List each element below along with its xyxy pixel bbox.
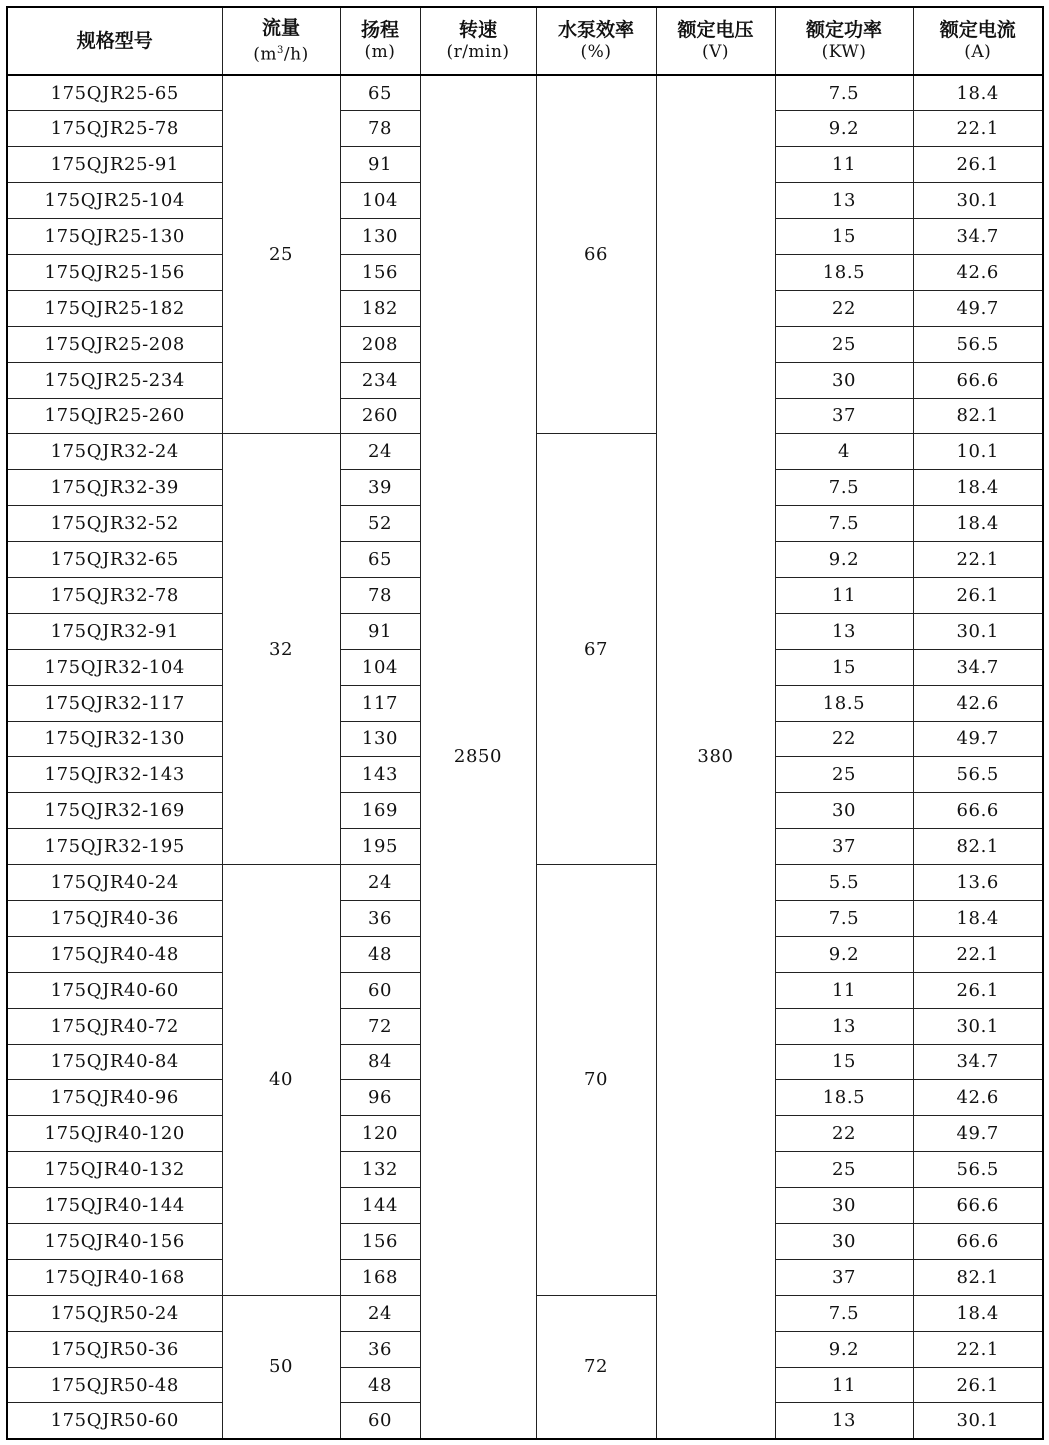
power-cell: 22 <box>775 290 913 326</box>
header-power <box>775 7 913 75</box>
head-cell: 84 <box>340 1044 420 1080</box>
header-model: 规格型号 <box>7 7 222 75</box>
current-cell: 18.4 <box>913 470 1043 506</box>
current-cell: 30.1 <box>913 1403 1043 1439</box>
model-cell: 175QJR25-156 <box>7 254 222 290</box>
head-cell: 24 <box>340 1295 420 1331</box>
current-cell: 18.4 <box>913 900 1043 936</box>
header-speed-label: 转速 <box>458 19 497 41</box>
model-cell: 175QJR50-24 <box>7 1295 222 1331</box>
power-cell: 25 <box>775 1152 913 1188</box>
head-cell: 132 <box>340 1152 420 1188</box>
header-speed <box>420 7 536 75</box>
head-cell: 117 <box>340 685 420 721</box>
power-cell: 15 <box>775 219 913 255</box>
head-cell: 72 <box>340 1008 420 1044</box>
current-cell: 34.7 <box>913 649 1043 685</box>
header-current-unit: (A) <box>964 42 992 62</box>
model-cell: 175QJR40-132 <box>7 1152 222 1188</box>
header-efficiency-unit: (%) <box>580 42 612 62</box>
power-cell: 9.2 <box>775 111 913 147</box>
power-cell: 37 <box>775 829 913 865</box>
header-voltage-label: 额定电压 <box>677 19 754 41</box>
power-cell: 7.5 <box>775 506 913 542</box>
current-cell: 26.1 <box>913 972 1043 1008</box>
head-cell: 48 <box>340 1367 420 1403</box>
current-cell: 49.7 <box>913 721 1043 757</box>
current-cell: 66.6 <box>913 362 1043 398</box>
model-cell: 175QJR40-60 <box>7 972 222 1008</box>
head-cell: 156 <box>340 1224 420 1260</box>
head-cell: 24 <box>340 434 420 470</box>
power-cell: 22 <box>775 721 913 757</box>
model-cell: 175QJR25-65 <box>7 75 222 111</box>
flow-cell: 32 <box>222 434 340 865</box>
power-cell: 7.5 <box>775 900 913 936</box>
header-flow-label: 流量 <box>261 16 300 39</box>
power-cell: 37 <box>775 1259 913 1295</box>
flow-cell: 50 <box>222 1295 340 1439</box>
current-cell: 82.1 <box>913 1259 1043 1295</box>
model-cell: 175QJR40-72 <box>7 1008 222 1044</box>
head-cell: 24 <box>340 865 420 901</box>
power-cell: 9.2 <box>775 1331 913 1367</box>
power-cell: 11 <box>775 147 913 183</box>
efficiency-cell: 67 <box>536 434 656 865</box>
current-cell: 18.4 <box>913 506 1043 542</box>
head-cell: 168 <box>340 1259 420 1295</box>
header-power-label: 额定功率 <box>805 19 882 41</box>
current-cell: 18.4 <box>913 1295 1043 1331</box>
header-head-unit: (m) <box>364 42 396 62</box>
model-cell: 175QJR25-104 <box>7 183 222 219</box>
header-flow-unit: $(m^3/h)$ <box>253 44 309 65</box>
model-cell: 175QJR32-24 <box>7 434 222 470</box>
model-cell: 175QJR25-130 <box>7 219 222 255</box>
head-cell: 36 <box>340 1331 420 1367</box>
model-cell: 175QJR25-182 <box>7 290 222 326</box>
current-cell: 18.4 <box>913 75 1043 111</box>
power-cell: 11 <box>775 1367 913 1403</box>
model-cell: 175QJR32-169 <box>7 793 222 829</box>
model-cell: 175QJR25-260 <box>7 398 222 434</box>
current-cell: 56.5 <box>913 757 1043 793</box>
power-cell: 18.5 <box>775 685 913 721</box>
model-cell: 175QJR25-208 <box>7 326 222 362</box>
model-cell: 175QJR32-78 <box>7 577 222 613</box>
model-cell: 175QJR25-78 <box>7 111 222 147</box>
head-cell: 91 <box>340 147 420 183</box>
current-cell: 56.5 <box>913 1152 1043 1188</box>
header-current <box>913 7 1043 75</box>
header-flow <box>222 7 340 75</box>
current-cell: 22.1 <box>913 936 1043 972</box>
header-head-label: 扬程 <box>360 19 399 41</box>
head-cell: 78 <box>340 111 420 147</box>
model-cell: 175QJR40-24 <box>7 865 222 901</box>
head-cell: 143 <box>340 757 420 793</box>
current-cell: 30.1 <box>913 183 1043 219</box>
header-row <box>7 7 1043 75</box>
power-cell: 7.5 <box>775 75 913 111</box>
head-cell: 96 <box>340 1080 420 1116</box>
model-cell: 175QJR40-84 <box>7 1044 222 1080</box>
current-cell: 13.6 <box>913 865 1043 901</box>
power-cell: 11 <box>775 577 913 613</box>
head-cell: 39 <box>340 470 420 506</box>
power-cell: 11 <box>775 972 913 1008</box>
head-cell: 78 <box>340 577 420 613</box>
power-cell: 13 <box>775 1008 913 1044</box>
header-efficiency-label: 水泵效率 <box>557 19 634 41</box>
header-voltage <box>656 7 775 75</box>
head-cell: 120 <box>340 1116 420 1152</box>
model-cell: 175QJR32-91 <box>7 613 222 649</box>
head-cell: 104 <box>340 649 420 685</box>
head-cell: 65 <box>340 542 420 578</box>
model-cell: 175QJR40-120 <box>7 1116 222 1152</box>
power-cell: 4 <box>775 434 913 470</box>
power-cell: 37 <box>775 398 913 434</box>
current-cell: 82.1 <box>913 829 1043 865</box>
efficiency-cell: 66 <box>536 75 656 434</box>
model-cell: 175QJR25-91 <box>7 147 222 183</box>
head-cell: 130 <box>340 721 420 757</box>
power-cell: 13 <box>775 1403 913 1439</box>
current-cell: 30.1 <box>913 613 1043 649</box>
head-cell: 260 <box>340 398 420 434</box>
current-cell: 56.5 <box>913 326 1043 362</box>
model-cell: 175QJR40-36 <box>7 900 222 936</box>
power-cell: 30 <box>775 1188 913 1224</box>
current-cell: 22.1 <box>913 111 1043 147</box>
power-cell: 30 <box>775 362 913 398</box>
model-cell: 175QJR32-130 <box>7 721 222 757</box>
model-cell: 175QJR32-39 <box>7 470 222 506</box>
current-cell: 34.7 <box>913 1044 1043 1080</box>
current-cell: 66.6 <box>913 1224 1043 1260</box>
model-cell: 175QJR50-36 <box>7 1331 222 1367</box>
head-cell: 65 <box>340 75 420 111</box>
current-cell: 49.7 <box>913 290 1043 326</box>
power-cell: 9.2 <box>775 936 913 972</box>
power-cell: 30 <box>775 793 913 829</box>
header-speed-unit: (r/min) <box>446 42 510 62</box>
head-cell: 60 <box>340 972 420 1008</box>
head-cell: 104 <box>340 183 420 219</box>
power-cell: 25 <box>775 757 913 793</box>
model-cell: 175QJR32-195 <box>7 829 222 865</box>
header-current-label: 额定电流 <box>939 19 1016 41</box>
model-cell: 175QJR40-144 <box>7 1188 222 1224</box>
power-cell: 30 <box>775 1224 913 1260</box>
model-cell: 175QJR25-234 <box>7 362 222 398</box>
head-cell: 36 <box>340 900 420 936</box>
table-header <box>7 7 1043 75</box>
current-cell: 42.6 <box>913 254 1043 290</box>
power-cell: 13 <box>775 613 913 649</box>
current-cell: 34.7 <box>913 219 1043 255</box>
model-cell: 175QJR32-143 <box>7 757 222 793</box>
head-cell: 48 <box>340 936 420 972</box>
model-cell: 175QJR50-60 <box>7 1403 222 1439</box>
header-efficiency <box>536 7 656 75</box>
head-cell: 130 <box>340 219 420 255</box>
power-cell: 25 <box>775 326 913 362</box>
power-cell: 15 <box>775 649 913 685</box>
head-cell: 234 <box>340 362 420 398</box>
voltage-cell: 380 <box>656 75 775 1439</box>
power-cell: 5.5 <box>775 865 913 901</box>
head-cell: 182 <box>340 290 420 326</box>
head-cell: 52 <box>340 506 420 542</box>
power-cell: 13 <box>775 183 913 219</box>
table-body <box>7 75 1043 1439</box>
model-cell: 175QJR32-52 <box>7 506 222 542</box>
power-cell: 9.2 <box>775 542 913 578</box>
current-cell: 66.6 <box>913 1188 1043 1224</box>
model-cell: 175QJR32-117 <box>7 685 222 721</box>
pump-spec-table <box>6 6 1044 1440</box>
power-cell: 15 <box>775 1044 913 1080</box>
power-cell: 18.5 <box>775 1080 913 1116</box>
flow-cell: 25 <box>222 75 340 434</box>
model-cell: 175QJR40-96 <box>7 1080 222 1116</box>
model-cell: 175QJR32-104 <box>7 649 222 685</box>
header-head <box>340 7 420 75</box>
head-cell: 91 <box>340 613 420 649</box>
head-cell: 195 <box>340 829 420 865</box>
current-cell: 42.6 <box>913 1080 1043 1116</box>
power-cell: 7.5 <box>775 1295 913 1331</box>
speed-cell: 2850 <box>420 75 536 1439</box>
current-cell: 26.1 <box>913 147 1043 183</box>
model-cell: 175QJR50-48 <box>7 1367 222 1403</box>
power-cell: 22 <box>775 1116 913 1152</box>
current-cell: 49.7 <box>913 1116 1043 1152</box>
header-power-unit: (KW) <box>821 42 867 62</box>
table-row <box>7 75 1043 111</box>
model-cell: 175QJR40-156 <box>7 1224 222 1260</box>
efficiency-cell: 72 <box>536 1295 656 1439</box>
head-cell: 169 <box>340 793 420 829</box>
current-cell: 10.1 <box>913 434 1043 470</box>
current-cell: 26.1 <box>913 1367 1043 1403</box>
model-cell: 175QJR32-65 <box>7 542 222 578</box>
efficiency-cell: 70 <box>536 865 656 1296</box>
head-cell: 156 <box>340 254 420 290</box>
model-cell: 175QJR40-48 <box>7 936 222 972</box>
model-cell: 175QJR40-168 <box>7 1259 222 1295</box>
current-cell: 42.6 <box>913 685 1043 721</box>
current-cell: 26.1 <box>913 577 1043 613</box>
header-voltage-unit: (V) <box>701 42 730 62</box>
head-cell: 208 <box>340 326 420 362</box>
current-cell: 22.1 <box>913 1331 1043 1367</box>
current-cell: 22.1 <box>913 542 1043 578</box>
flow-cell: 40 <box>222 865 340 1296</box>
power-cell: 7.5 <box>775 470 913 506</box>
current-cell: 66.6 <box>913 793 1043 829</box>
head-cell: 60 <box>340 1403 420 1439</box>
current-cell: 82.1 <box>913 398 1043 434</box>
current-cell: 30.1 <box>913 1008 1043 1044</box>
head-cell: 144 <box>340 1188 420 1224</box>
power-cell: 18.5 <box>775 254 913 290</box>
